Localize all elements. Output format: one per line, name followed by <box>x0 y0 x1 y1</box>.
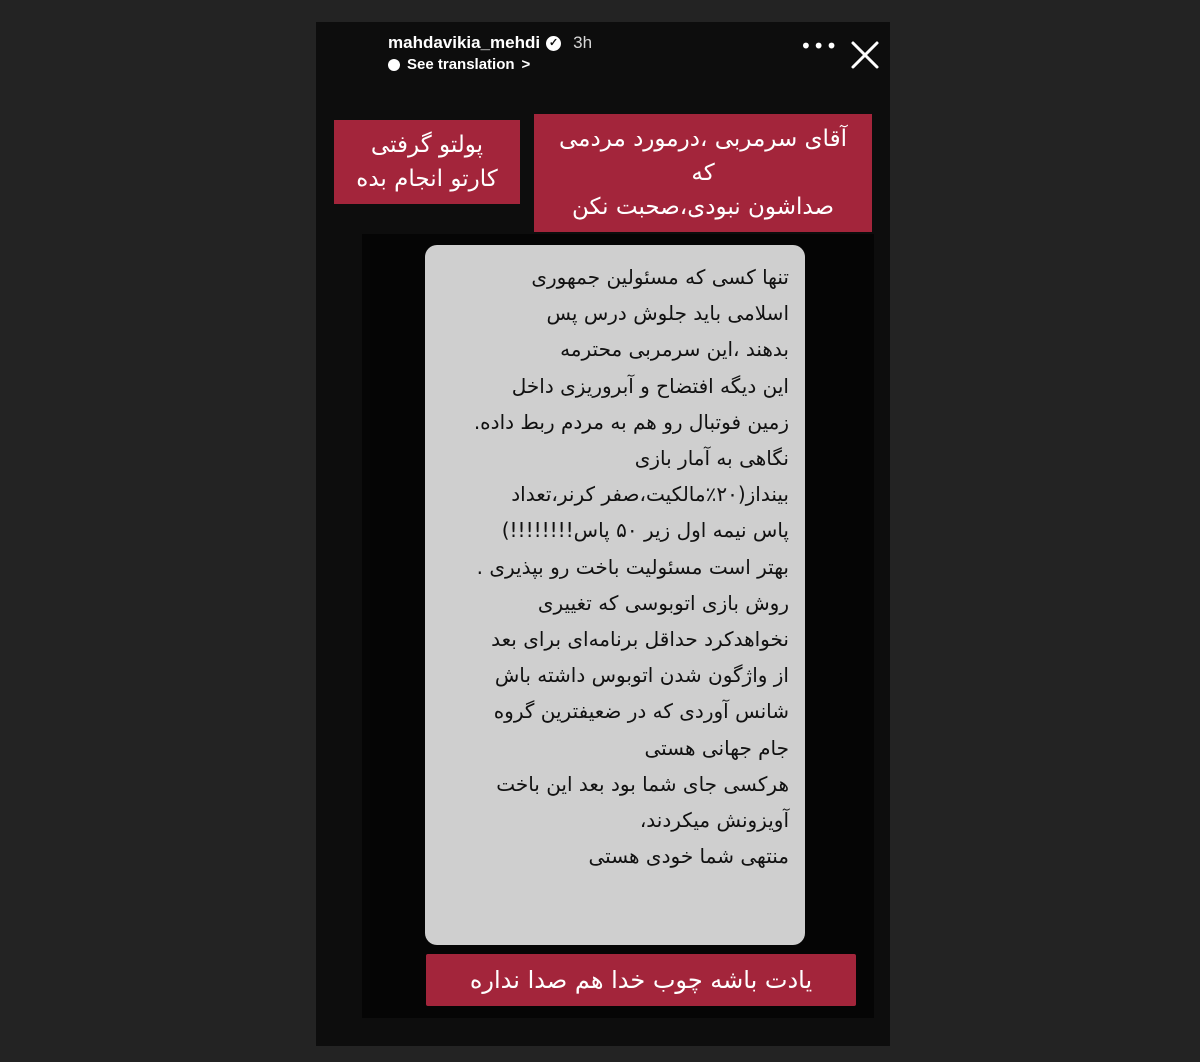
text-sticker-left: پولتو گرفتی کارتو انجام بده <box>334 120 520 204</box>
more-options-button[interactable]: ••• <box>800 34 839 58</box>
see-translation-label: See translation <box>407 56 515 73</box>
message-text-block: تنها کسی که مسئولین جمهوری اسلامی باید جلوش درس پس بدهند ،این سرمربی محترمه این دیگه افتضاح و آبروریزی داخل زمین فوتبال رو هم به مردم ربط داده. نگاهی به آمار بازی بینداز(۲۰٪مالکیت،صفر کرنر،تعداد پاس نیمه اول زیر ۵۰ پاس!!!!!!!!) بهتر است مسئولیت باخت رو بپذیری . روش بازی اتوبوسی که تغییری نخواهدکرد حداقل برنامه‌ای برای بعد از واژگون شدن اتوبوس داشته باش شانس آوردی که در ضعیفترین گروه جام جهانی هستی هرکسی جای شما بود بعد این باخت آویزونش میکردند، منتهی شما خودی هستی <box>425 245 805 945</box>
chevron-right-icon: > <box>521 56 531 73</box>
translate-icon <box>388 59 400 71</box>
verified-badge-icon: ✓ <box>546 36 561 51</box>
close-icon <box>848 38 882 72</box>
story-viewer <box>316 22 890 1046</box>
text-sticker-bottom: یادت باشه چوب خدا هم صدا نداره <box>426 954 856 1006</box>
text-sticker-right: آقای سرمربی ،درمورد مردمی که صداشون نبودی،صحبت نکن <box>534 114 872 232</box>
post-time: 3h <box>573 33 593 52</box>
username[interactable]: mahdavikia_mehdi <box>388 33 541 52</box>
story-header <box>388 33 592 53</box>
embedded-screenshot <box>362 234 874 1018</box>
close-button[interactable] <box>848 38 882 72</box>
see-translation-button[interactable] <box>388 56 530 73</box>
